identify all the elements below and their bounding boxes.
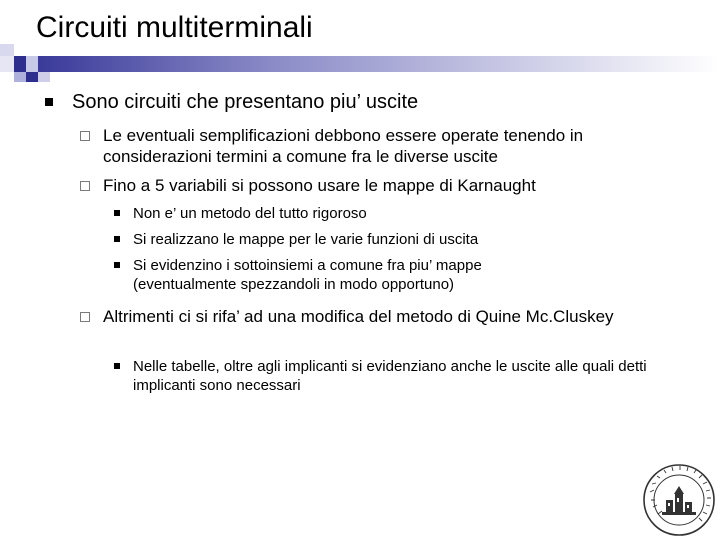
small-filled-square-icon: [114, 262, 120, 268]
bullet-level1: Sono circuiti che presentano piu’ uscite: [72, 91, 419, 113]
bullet-level2-2: Fino a 5 variabili si possono usare le mappe di Karnaught: [103, 176, 536, 195]
hollow-square-icon: [80, 131, 90, 141]
hollow-square-icon: [80, 181, 90, 191]
hollow-square-icon: [80, 312, 90, 322]
bullet-level2-1: Le eventuali semplificazioni debbono essere operate tenendo in considerazioni termini a comune fra le diverse uscite: [103, 126, 584, 166]
small-filled-square-icon: [114, 210, 120, 216]
university-seal-icon: [640, 462, 718, 538]
bullet-level3-3: Si evidenzino i sottoinsiemi a comune fra piu’ mappe (eventualmente spezzandoli in modo opportuno): [133, 257, 482, 293]
bullet-level3-1: Non e’ un metodo del tutto rigoroso: [133, 205, 367, 222]
bullet-level2-3: Altrimenti ci si rifa’ ad una modifica del metodo di Quine Mc.Cluskey: [103, 307, 614, 326]
small-filled-square-icon: [114, 236, 120, 242]
slide-title: Circuiti multiterminali: [36, 11, 313, 44]
bullet-level3-2: Si realizzano le mappe per le varie funzioni di uscita: [133, 231, 479, 248]
filled-square-icon: [45, 98, 53, 106]
title-gradient-band: [38, 56, 720, 72]
bullet-level3-4: Nelle tabelle, oltre agli implicanti si evidenziano anche le uscite alle quali detti implicanti sono necessari: [133, 358, 647, 394]
small-filled-square-icon: [114, 363, 120, 369]
